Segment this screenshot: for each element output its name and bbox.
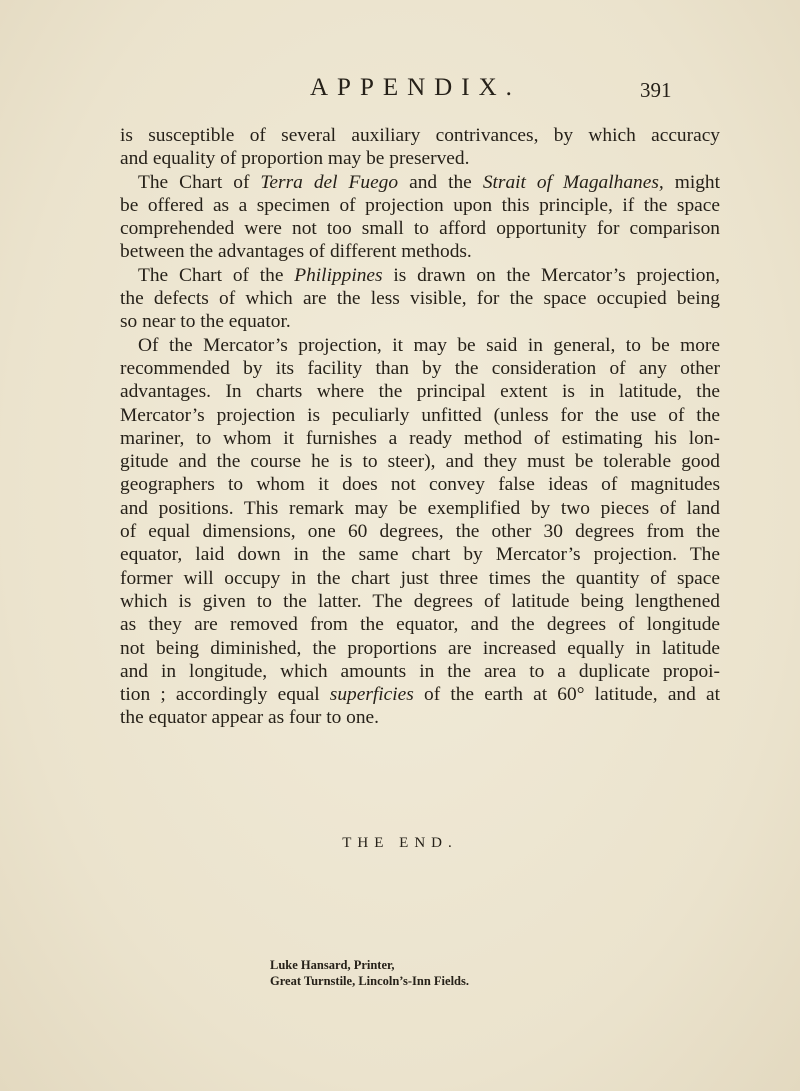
body-text — [120, 124, 720, 730]
text-line — [120, 171, 720, 194]
text-line: Mercator’s projection is peculiarly unfitted (unless for the use of the — [120, 404, 720, 426]
text-line — [120, 683, 720, 706]
text-line: equator, laid down in the same chart by Mercator’s projection. The — [120, 544, 720, 566]
text-run: tion ; accordingly equal — [120, 684, 330, 706]
text-run: The Chart of the — [138, 264, 295, 286]
text-line: as they are removed from the equator, and the degrees of longitude — [120, 614, 720, 636]
text-run: and the — [398, 171, 483, 193]
printer-imprint — [270, 957, 469, 989]
text-run: might — [663, 171, 720, 193]
text-line: be offered as a specimen of projection upon this principle, if the space — [120, 194, 720, 216]
text-line: not being diminished, the proportions are increased equally in latitude — [120, 637, 720, 659]
text-line: comprehended were not too small to afford opportunity for comparison — [120, 218, 720, 240]
imprint-line-1: Luke Hansard, Printer, — [270, 958, 395, 972]
text-run: of the earth at 60° latitude, and at — [413, 684, 720, 706]
text-run: is drawn on the Mercator’s projection, — [382, 264, 720, 286]
italic-term: Strait of Magalhanes, — [482, 171, 664, 193]
text-line: Of the Mercator’s projection, it may be said in general, to be more — [138, 334, 720, 356]
end-mark: THE END. — [342, 835, 458, 851]
text-line: is susceptible of several auxiliary contrivances, by which accuracy — [120, 125, 720, 146]
text-line: the defects of which are the less visible, for the space occupied being — [120, 288, 720, 310]
italic-term: superficies — [329, 684, 414, 706]
text-line: between the advantages of different methods. — [120, 241, 472, 263]
text-run: The Chart of — [138, 171, 261, 193]
text-line: the equator appear as four to one. — [120, 707, 379, 729]
text-line: mariner, to whom it furnishes a ready method of estimating his lon- — [120, 427, 720, 449]
text-line: former will occupy in the chart just three times the quantity of space — [120, 567, 720, 589]
imprint-line-2: Great Turnstile, Lincoln’s-Inn Fields. — [270, 974, 469, 988]
text-line: and equality of proportion may be preserved. — [120, 148, 470, 170]
page-number: 391 — [640, 78, 672, 102]
text-line: of equal dimensions, one 60 degrees, the other 30 degrees from the — [120, 521, 720, 543]
text-line: which is given to the latter. The degrees of latitude being lengthened — [120, 590, 720, 612]
text-line: gitude and the course he is to steer), and they must be tolerable good — [120, 451, 720, 473]
italic-term: Terra del Fuego — [260, 171, 399, 193]
running-head — [120, 74, 720, 114]
running-title: APPENDIX. — [310, 74, 521, 101]
text-line: geographers to whom it does not convey false ideas of magnitudes — [120, 474, 720, 496]
italic-term: Philippines — [294, 264, 383, 286]
text-line: advantages. In charts where the principal extent is in latitude, the — [120, 381, 720, 403]
text-line: so near to the equator. — [120, 311, 291, 333]
text-line: recommended by its facility than by the consideration of any other — [120, 357, 720, 379]
text-line — [120, 264, 720, 287]
text-line: and in longitude, which amounts in the area to a duplicate propoi- — [120, 660, 720, 682]
text-line: and positions. This remark may be exemplified by two pieces of land — [120, 497, 720, 519]
